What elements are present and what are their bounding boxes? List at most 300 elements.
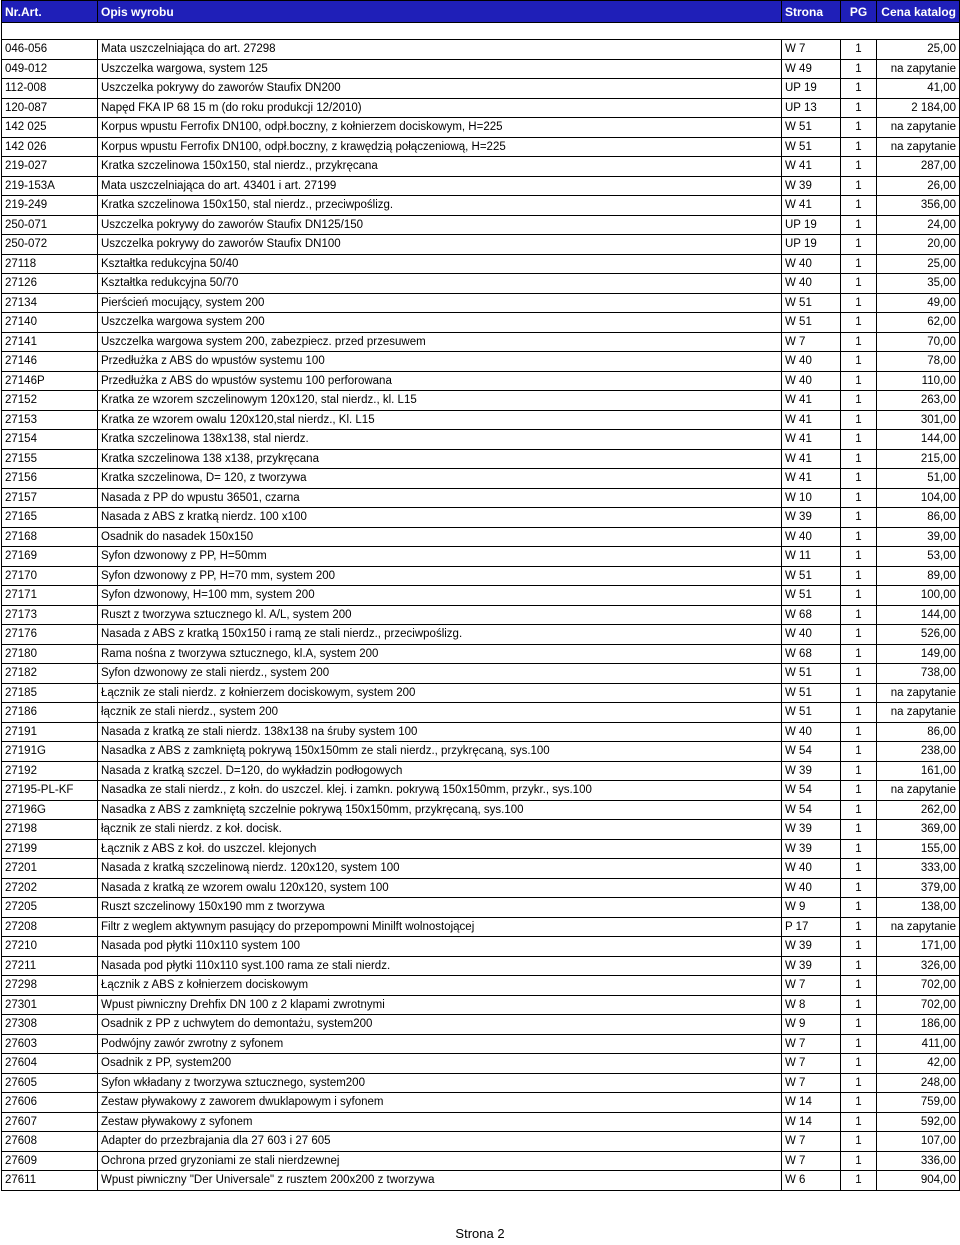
cell-catalog-price: na zapytanie: [877, 917, 960, 937]
cell-catalog-page: W 40: [782, 625, 841, 645]
cell-art-number: 27605: [2, 1073, 98, 1093]
cell-description: Syfon dzwonowy z PP, H=70 mm, system 200: [98, 566, 782, 586]
cell-price-group: 1: [841, 176, 877, 196]
cell-description: Nasada z kratką szczelinową nierdz. 120x120, system 100: [98, 859, 782, 879]
cell-catalog-price: 107,00: [877, 1132, 960, 1152]
table-row: [2, 235, 960, 255]
cell-price-group: 1: [841, 742, 877, 762]
cell-price-group: 1: [841, 995, 877, 1015]
table-row: [2, 332, 960, 352]
price-table: [1, 0, 960, 1191]
table-row: [2, 274, 960, 294]
cell-art-number: 27173: [2, 605, 98, 625]
cell-art-number: 27170: [2, 566, 98, 586]
cell-catalog-page: W 7: [782, 40, 841, 60]
cell-price-group: 1: [841, 703, 877, 723]
cell-art-number: 27141: [2, 332, 98, 352]
table-body: [2, 23, 960, 1191]
cell-catalog-page: W 14: [782, 1112, 841, 1132]
table-row: [2, 40, 960, 60]
cell-description: Adapter do przezbrajania dla 27 603 i 27 605: [98, 1132, 782, 1152]
cell-price-group: 1: [841, 371, 877, 391]
cell-catalog-price: 702,00: [877, 976, 960, 996]
cell-description: Uszczelka pokrywy do zaworów Staufix DN100: [98, 235, 782, 255]
cell-art-number: 049-012: [2, 59, 98, 79]
cell-price-group: 1: [841, 98, 877, 118]
cell-catalog-price: 592,00: [877, 1112, 960, 1132]
cell-description: Uszczelka pokrywy do zaworów Staufix DN200: [98, 79, 782, 99]
cell-catalog-price: 25,00: [877, 40, 960, 60]
table-row: [2, 1073, 960, 1093]
cell-catalog-page: UP 13: [782, 98, 841, 118]
cell-art-number: 142 026: [2, 137, 98, 157]
cell-catalog-page: W 49: [782, 59, 841, 79]
cell-description: Uszczelka wargowa system 200, zabezpiecz. przed przesuwem: [98, 332, 782, 352]
cell-catalog-page: W 51: [782, 566, 841, 586]
cell-art-number: 27118: [2, 254, 98, 274]
cell-description: Osadnik z PP, system200: [98, 1054, 782, 1074]
cell-description: Kratka szczelinowa, D= 120, z tworzywa: [98, 469, 782, 489]
cell-description: Korpus wpustu Ferrofix DN100, odpł.boczny, z krawędzią połączeniową, H=225: [98, 137, 782, 157]
cell-catalog-price: 2 184,00: [877, 98, 960, 118]
cell-catalog-price: 262,00: [877, 800, 960, 820]
cell-catalog-price: 738,00: [877, 664, 960, 684]
cell-catalog-page: W 7: [782, 1151, 841, 1171]
cell-catalog-page: W 40: [782, 878, 841, 898]
cell-catalog-price: na zapytanie: [877, 59, 960, 79]
cell-price-group: 1: [841, 488, 877, 508]
header-art-number: Nr.Art.: [2, 1, 98, 23]
spacer-cell: [2, 23, 960, 40]
cell-catalog-price: na zapytanie: [877, 781, 960, 801]
cell-catalog-page: W 39: [782, 508, 841, 528]
cell-description: Syfon dzwonowy z PP, H=50mm: [98, 547, 782, 567]
cell-catalog-price: 904,00: [877, 1171, 960, 1191]
cell-price-group: 1: [841, 1171, 877, 1191]
table-row: [2, 1093, 960, 1113]
cell-description: Przedłużka z ABS do wpustów systemu 100: [98, 352, 782, 372]
cell-art-number: 27301: [2, 995, 98, 1015]
cell-description: Syfon wkładany z tworzywa sztucznego, system200: [98, 1073, 782, 1093]
cell-description: Kratka szczelinowa 150x150, stal nierdz., przykręcana: [98, 157, 782, 177]
cell-price-group: 1: [841, 527, 877, 547]
cell-catalog-page: W 39: [782, 176, 841, 196]
cell-catalog-price: 369,00: [877, 820, 960, 840]
table-row: [2, 586, 960, 606]
cell-catalog-page: W 54: [782, 781, 841, 801]
cell-price-group: 1: [841, 898, 877, 918]
cell-catalog-page: W 7: [782, 1034, 841, 1054]
cell-catalog-price: 171,00: [877, 937, 960, 957]
table-row: [2, 644, 960, 664]
cell-catalog-page: W 40: [782, 722, 841, 742]
cell-catalog-price: 702,00: [877, 995, 960, 1015]
table-row: [2, 410, 960, 430]
cell-catalog-page: W 41: [782, 410, 841, 430]
cell-art-number: 27205: [2, 898, 98, 918]
cell-catalog-page: W 54: [782, 800, 841, 820]
table-row: [2, 469, 960, 489]
cell-art-number: 27146P: [2, 371, 98, 391]
cell-description: łącznik ze stali nierdz., system 200: [98, 703, 782, 723]
cell-art-number: 27153: [2, 410, 98, 430]
cell-catalog-price: 356,00: [877, 196, 960, 216]
cell-price-group: 1: [841, 859, 877, 879]
cell-price-group: 1: [841, 761, 877, 781]
cell-catalog-price: 215,00: [877, 449, 960, 469]
cell-art-number: 27155: [2, 449, 98, 469]
table-row: [2, 820, 960, 840]
cell-price-group: 1: [841, 1034, 877, 1054]
cell-art-number: 120-087: [2, 98, 98, 118]
cell-art-number: 27208: [2, 917, 98, 937]
cell-price-group: 1: [841, 878, 877, 898]
cell-catalog-page: W 7: [782, 976, 841, 996]
cell-price-group: 1: [841, 274, 877, 294]
table-row: [2, 176, 960, 196]
cell-description: Pierścień mocujący, system 200: [98, 293, 782, 313]
table-row: [2, 800, 960, 820]
cell-art-number: 27198: [2, 820, 98, 840]
cell-catalog-page: W 41: [782, 157, 841, 177]
table-row: [2, 937, 960, 957]
cell-art-number: 27176: [2, 625, 98, 645]
table-row: [2, 566, 960, 586]
cell-description: Ruszt szczelinowy 150x190 mm z tworzywa: [98, 898, 782, 918]
cell-art-number: 27202: [2, 878, 98, 898]
cell-description: Nasadka z ABS z zamkniętą pokrywą 150x150mm ze stali nierdz., przykręcaną, sys.100: [98, 742, 782, 762]
cell-catalog-price: 238,00: [877, 742, 960, 762]
table-header: [2, 1, 960, 23]
cell-catalog-page: W 40: [782, 527, 841, 547]
cell-description: Nasada z PP do wpustu 36501, czarna: [98, 488, 782, 508]
cell-art-number: 27186: [2, 703, 98, 723]
cell-catalog-price: 86,00: [877, 722, 960, 742]
cell-catalog-page: W 41: [782, 469, 841, 489]
table-row: [2, 118, 960, 138]
cell-description: Kratka ze wzorem owalu 120x120,stal nierdz., Kl. L15: [98, 410, 782, 430]
cell-description: Kształtka redukcyjna 50/70: [98, 274, 782, 294]
table-row: [2, 605, 960, 625]
cell-description: Nasada z ABS z kratką 150x150 i ramą ze stali nierdz., przeciwpoślizg.: [98, 625, 782, 645]
cell-art-number: 27154: [2, 430, 98, 450]
cell-catalog-price: 89,00: [877, 566, 960, 586]
table-row: [2, 59, 960, 79]
cell-catalog-page: W 39: [782, 761, 841, 781]
table-row: [2, 488, 960, 508]
table-row: [2, 215, 960, 235]
cell-catalog-page: W 8: [782, 995, 841, 1015]
cell-catalog-page: W 6: [782, 1171, 841, 1191]
header-price-group: PG: [841, 1, 877, 23]
cell-description: Uszczelka pokrywy do zaworów Staufix DN125/150: [98, 215, 782, 235]
cell-price-group: 1: [841, 196, 877, 216]
cell-price-group: 1: [841, 235, 877, 255]
cell-catalog-page: W 39: [782, 839, 841, 859]
cell-catalog-price: 78,00: [877, 352, 960, 372]
cell-catalog-price: 42,00: [877, 1054, 960, 1074]
cell-price-group: 1: [841, 332, 877, 352]
table-row: [2, 859, 960, 879]
cell-art-number: 27199: [2, 839, 98, 859]
cell-catalog-page: W 14: [782, 1093, 841, 1113]
cell-description: Filtr z weglem aktywnym pasujący do przepompowni Minilft wolnostojącej: [98, 917, 782, 937]
cell-catalog-price: 301,00: [877, 410, 960, 430]
cell-art-number: 27201: [2, 859, 98, 879]
cell-description: Ruszt z tworzywa sztucznego kl. A/L, system 200: [98, 605, 782, 625]
cell-catalog-price: 144,00: [877, 430, 960, 450]
table-row: [2, 313, 960, 333]
cell-catalog-page: W 7: [782, 1054, 841, 1074]
cell-catalog-price: 20,00: [877, 235, 960, 255]
cell-description: Korpus wpustu Ferrofix DN100, odpł.boczny, z kołnierzem dociskowym, H=225: [98, 118, 782, 138]
cell-description: łącznik ze stali nierdz. z koł. docisk.: [98, 820, 782, 840]
cell-price-group: 1: [841, 917, 877, 937]
cell-price-group: 1: [841, 59, 877, 79]
cell-price-group: 1: [841, 1112, 877, 1132]
cell-price-group: 1: [841, 644, 877, 664]
table-row: [2, 1112, 960, 1132]
cell-art-number: 112-008: [2, 79, 98, 99]
cell-catalog-page: W 51: [782, 137, 841, 157]
cell-catalog-page: W 41: [782, 196, 841, 216]
cell-catalog-price: 149,00: [877, 644, 960, 664]
cell-catalog-price: 526,00: [877, 625, 960, 645]
cell-art-number: 27609: [2, 1151, 98, 1171]
header-row: [2, 1, 960, 23]
cell-price-group: 1: [841, 625, 877, 645]
cell-catalog-page: UP 19: [782, 215, 841, 235]
cell-art-number: 27195-PL-KF: [2, 781, 98, 801]
cell-catalog-price: 24,00: [877, 215, 960, 235]
cell-price-group: 1: [841, 937, 877, 957]
cell-price-group: 1: [841, 313, 877, 333]
cell-price-group: 1: [841, 352, 877, 372]
cell-catalog-price: na zapytanie: [877, 137, 960, 157]
cell-catalog-price: 333,00: [877, 859, 960, 879]
cell-art-number: 27308: [2, 1015, 98, 1035]
table-row: [2, 508, 960, 528]
table-row: [2, 761, 960, 781]
cell-description: Łącznik z ABS z koł. do uszczel. klejonych: [98, 839, 782, 859]
cell-description: Kratka szczelinowa 138x138, stal nierdz.: [98, 430, 782, 450]
cell-catalog-price: 53,00: [877, 547, 960, 567]
cell-description: Nasadka z ABS z zamkniętą szczelnie pokrywą 150x150mm, przykręcaną, sys.100: [98, 800, 782, 820]
cell-art-number: 250-071: [2, 215, 98, 235]
cell-catalog-price: 336,00: [877, 1151, 960, 1171]
cell-catalog-price: 326,00: [877, 956, 960, 976]
cell-catalog-price: 70,00: [877, 332, 960, 352]
cell-catalog-page: W 51: [782, 664, 841, 684]
cell-catalog-page: P 17: [782, 917, 841, 937]
cell-art-number: 27606: [2, 1093, 98, 1113]
cell-description: Nasada pod płytki 110x110 system 100: [98, 937, 782, 957]
cell-catalog-page: W 7: [782, 1132, 841, 1152]
cell-art-number: 27210: [2, 937, 98, 957]
cell-art-number: 27298: [2, 976, 98, 996]
cell-description: Syfon dzwonowy ze stali nierdz., system 200: [98, 664, 782, 684]
cell-art-number: 27168: [2, 527, 98, 547]
cell-catalog-page: W 40: [782, 859, 841, 879]
cell-art-number: 27192: [2, 761, 98, 781]
cell-description: Nasada z kratką ze stali nierdz. 138x138 na śruby system 100: [98, 722, 782, 742]
cell-art-number: 27165: [2, 508, 98, 528]
cell-price-group: 1: [841, 820, 877, 840]
cell-art-number: 250-072: [2, 235, 98, 255]
cell-art-number: 27169: [2, 547, 98, 567]
table-row: [2, 1151, 960, 1171]
cell-price-group: 1: [841, 1073, 877, 1093]
table-row: [2, 157, 960, 177]
cell-art-number: 27156: [2, 469, 98, 489]
cell-description: Mata uszczelniająca do art. 27298: [98, 40, 782, 60]
cell-catalog-page: UP 19: [782, 235, 841, 255]
cell-catalog-page: W 10: [782, 488, 841, 508]
cell-catalog-price: 100,00: [877, 586, 960, 606]
table-row: [2, 137, 960, 157]
cell-catalog-page: W 68: [782, 644, 841, 664]
table-row: [2, 1015, 960, 1035]
cell-catalog-price: 287,00: [877, 157, 960, 177]
cell-catalog-price: 62,00: [877, 313, 960, 333]
cell-art-number: 27185: [2, 683, 98, 703]
table-row: [2, 683, 960, 703]
cell-description: Podwójny zawór zwrotny z syfonem: [98, 1034, 782, 1054]
cell-catalog-page: W 9: [782, 898, 841, 918]
cell-description: Kratka ze wzorem szczelinowym 120x120, stal nierdz., kl. L15: [98, 391, 782, 411]
table-row: [2, 98, 960, 118]
cell-price-group: 1: [841, 1054, 877, 1074]
cell-description: Rama nośna z tworzywa sztucznego, kl.A, system 200: [98, 644, 782, 664]
table-row: [2, 898, 960, 918]
table-row: [2, 742, 960, 762]
cell-description: Nasada pod płytki 110x110 syst.100 rama ze stali nierdz.: [98, 956, 782, 976]
table-row: [2, 878, 960, 898]
cell-art-number: 219-153A: [2, 176, 98, 196]
cell-catalog-price: 41,00: [877, 79, 960, 99]
cell-catalog-page: W 39: [782, 956, 841, 976]
cell-catalog-price: 25,00: [877, 254, 960, 274]
cell-price-group: 1: [841, 215, 877, 235]
cell-description: Wpust piwniczny "Der Universale" z rusztem 200x200 z tworzywa: [98, 1171, 782, 1191]
cell-catalog-price: 144,00: [877, 605, 960, 625]
cell-price-group: 1: [841, 1093, 877, 1113]
table-row: [2, 1171, 960, 1191]
cell-price-group: 1: [841, 722, 877, 742]
cell-price-group: 1: [841, 800, 877, 820]
cell-art-number: 142 025: [2, 118, 98, 138]
cell-description: Uszczelka wargowa, system 125: [98, 59, 782, 79]
table-row: [2, 976, 960, 996]
cell-art-number: 27604: [2, 1054, 98, 1074]
cell-art-number: 27191: [2, 722, 98, 742]
cell-catalog-page: W 51: [782, 703, 841, 723]
cell-catalog-price: 759,00: [877, 1093, 960, 1113]
cell-catalog-price: 155,00: [877, 839, 960, 859]
cell-catalog-page: UP 19: [782, 79, 841, 99]
table-row: [2, 371, 960, 391]
cell-catalog-price: 248,00: [877, 1073, 960, 1093]
cell-catalog-page: W 40: [782, 254, 841, 274]
cell-catalog-page: W 51: [782, 586, 841, 606]
table-row: [2, 527, 960, 547]
table-row: [2, 1054, 960, 1074]
cell-catalog-price: 161,00: [877, 761, 960, 781]
cell-description: Kratka szczelinowa 138 x138, przykręcana: [98, 449, 782, 469]
cell-description: Osadnik z PP z uchwytem do demontażu, system200: [98, 1015, 782, 1035]
cell-catalog-page: W 68: [782, 605, 841, 625]
cell-description: Nasada z kratką ze wzorem owalu 120x120, system 100: [98, 878, 782, 898]
cell-description: Zestaw pływakowy z zaworem dwuklapowym i syfonem: [98, 1093, 782, 1113]
cell-description: Kratka szczelinowa 150x150, stal nierdz., przeciwpoślizg.: [98, 196, 782, 216]
cell-price-group: 1: [841, 469, 877, 489]
cell-catalog-price: 51,00: [877, 469, 960, 489]
cell-art-number: 27611: [2, 1171, 98, 1191]
cell-price-group: 1: [841, 605, 877, 625]
cell-catalog-price: 411,00: [877, 1034, 960, 1054]
table-row: [2, 1132, 960, 1152]
cell-price-group: 1: [841, 449, 877, 469]
cell-catalog-price: 104,00: [877, 488, 960, 508]
cell-catalog-page: W 41: [782, 391, 841, 411]
cell-price-group: 1: [841, 976, 877, 996]
cell-catalog-price: 263,00: [877, 391, 960, 411]
cell-catalog-page: W 41: [782, 449, 841, 469]
cell-catalog-page: W 39: [782, 937, 841, 957]
cell-art-number: 27608: [2, 1132, 98, 1152]
cell-description: Wpust piwniczny Drehfix DN 100 z 2 klapami zwrotnymi: [98, 995, 782, 1015]
cell-art-number: 27603: [2, 1034, 98, 1054]
cell-description: Syfon dzwonowy, H=100 mm, system 200: [98, 586, 782, 606]
cell-price-group: 1: [841, 839, 877, 859]
cell-art-number: 27152: [2, 391, 98, 411]
cell-art-number: 27134: [2, 293, 98, 313]
cell-catalog-page: W 51: [782, 313, 841, 333]
cell-price-group: 1: [841, 586, 877, 606]
cell-price-group: 1: [841, 508, 877, 528]
cell-art-number: 046-056: [2, 40, 98, 60]
cell-art-number: 27126: [2, 274, 98, 294]
cell-catalog-page: W 51: [782, 118, 841, 138]
cell-description: Uszczelka wargowa system 200: [98, 313, 782, 333]
table-row: [2, 781, 960, 801]
cell-catalog-price: 86,00: [877, 508, 960, 528]
cell-art-number: 27180: [2, 644, 98, 664]
table-row: [2, 625, 960, 645]
cell-catalog-page: W 40: [782, 274, 841, 294]
cell-art-number: 27157: [2, 488, 98, 508]
cell-catalog-page: W 51: [782, 293, 841, 313]
cell-price-group: 1: [841, 430, 877, 450]
cell-catalog-price: 49,00: [877, 293, 960, 313]
cell-description: Kształtka redukcyjna 50/40: [98, 254, 782, 274]
cell-catalog-price: 379,00: [877, 878, 960, 898]
header-catalog-page: Strona: [782, 1, 841, 23]
cell-price-group: 1: [841, 781, 877, 801]
cell-catalog-page: W 11: [782, 547, 841, 567]
table-row: [2, 391, 960, 411]
cell-description: Napęd FKA IP 68 15 m (do roku produkcji 12/2010): [98, 98, 782, 118]
cell-catalog-price: na zapytanie: [877, 683, 960, 703]
cell-price-group: 1: [841, 79, 877, 99]
cell-description: Łącznik z ABS z kołnierzem dociskowym: [98, 976, 782, 996]
cell-art-number: 219-027: [2, 157, 98, 177]
page-number: Strona 2: [455, 1226, 505, 1241]
table-row: [2, 196, 960, 216]
cell-catalog-page: W 40: [782, 352, 841, 372]
cell-price-group: 1: [841, 1132, 877, 1152]
table-row: [2, 449, 960, 469]
